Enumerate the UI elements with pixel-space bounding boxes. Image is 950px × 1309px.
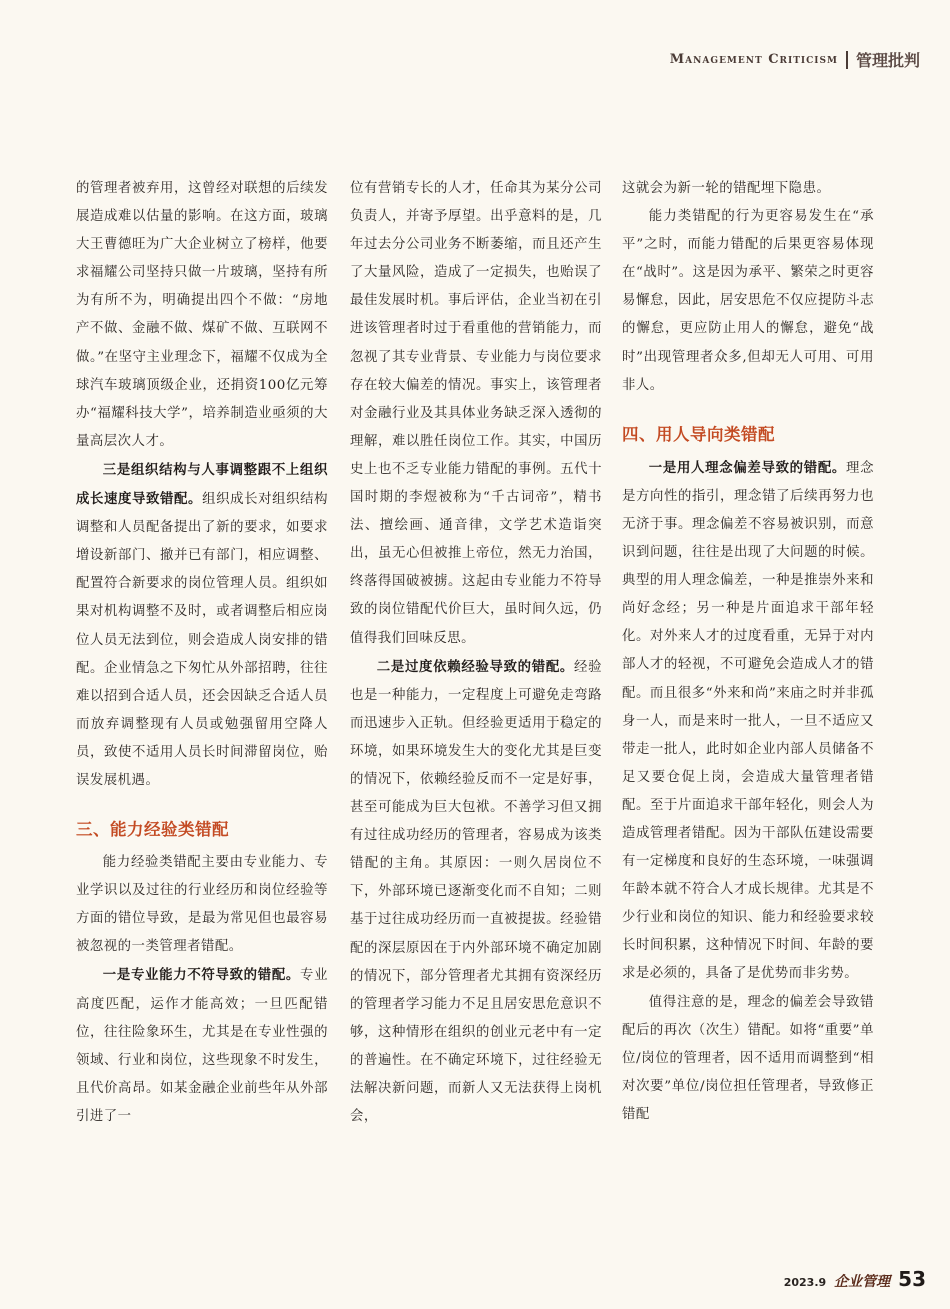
text-column-2 [350, 175, 602, 1131]
paragraph [76, 456, 328, 795]
issue-date: 2023.9 [783, 1276, 827, 1289]
paragraph-body: 专业高度匹配，运作才能高效；一旦匹配错位，往往险象环生，尤其是在专业性强的领域、行业和岗位，这些现象不时发生，且代价高昂。如某金融企业前些年从外部引进了一 [76, 968, 329, 1124]
paragraph: 这就会为新一轮的错配埋下隐患。 [622, 181, 831, 196]
column-title-chinese: 管理批判 [855, 51, 920, 70]
paragraph [622, 454, 874, 989]
paragraph [350, 653, 602, 1132]
paragraph-lead: 一是用人理念偏差导致的错配。 [648, 459, 847, 476]
section-heading-3: 三、能力经验类错配 [76, 820, 229, 840]
paragraph-body: 理念是方向性的指引，理念错了后续再努力也无济于事。理念偏差不容易被识别，而意识到问题，往往是出现了大问题的时候。典型的用人理念偏差，一种是推崇外来和尚好念经；另一种是片面追求干部年轻化。对外来人才的过度看重，无异于对内部人才的轻视，不可避免会造成人才的错配。而且很多“外来和尚”来庙之时并非孤身一人，而是来时一批人，一旦不适应又带走一批人，此时如企业内部人员储备不足又要仓促上岗，会造成大量管理者错配。至于片面追求干部年轻化，则会人为造成管理者错配。因为干部队伍建设需要有一定梯度和良好的生态环境，一味强调年龄本就不符合人才成长规律。尤其是不少行业和岗位的知识、能力和经验要求较长时间积累，这种情况下时间、年龄的要求是必须的，具备了是优势而非劣势。 [622, 460, 875, 982]
column-title [670, 48, 920, 71]
page-number: 53 [898, 1267, 926, 1291]
column-title-english: Management Criticism [669, 52, 838, 67]
paragraph-lead: 三是组织结构与人事调整跟不上组织成长速度导致错配。 [76, 461, 328, 508]
paragraph: 能力经验类错配主要由专业能力、专业学识以及过往的行业经历和岗位经验等方面的错位导致，是最为常见但也最容易被忽视的一类管理者错配。 [76, 855, 328, 955]
text-column-3 [622, 175, 874, 1129]
page-header [0, 44, 950, 74]
page-footer [784, 1267, 926, 1291]
paragraph-lead: 二是过度依赖经验导致的错配。 [376, 658, 575, 675]
header-divider [846, 51, 848, 69]
paragraph [76, 961, 328, 1131]
paragraph: 能力类错配的行为更容易发生在“承平”之时，而能力错配的后果更容易体现在“战时”。这是因为承平、繁荣之时更容易懈怠，因此，居安思危不仅应提防斗志的懈怠，更应防止用人的懈怠，避免“战时”出现管理者众多,但却无人可用、可用非人。 [622, 209, 874, 393]
text-column-1 [76, 175, 328, 1131]
paragraph-lead: 一是专业能力不符导致的错配。 [102, 967, 301, 984]
section-heading-4: 四、用人导向类错配 [622, 424, 775, 444]
paragraph: 位有营销专长的人才，任命其为某分公司负责人，并寄予厚望。出乎意料的是，几年过去分公司业务不断萎缩，而且还产生了大量风险，造成了一定损失，也贻误了最佳发展时机。事后评估，企业当初在引进该管理者时过于看重他的营销能力，而忽视了其专业背景、专业能力与岗位要求存在较大偏差的情况。事实上，该管理者对金融行业及其具体业务缺乏深入透彻的理解，难以胜任岗位工作。其实，中国历史上也不乏专业能力错配的事例。五代十国时期的李煜被称为“千古词帝”，精书法、擅绘画、通音律，文学艺术造诣突出，虽无心但被推上帝位，然无力治国，终落得国破被掳。这起由专业能力不符导致的岗位错配代价巨大，虽时间久远，仍值得我们回味反思。 [350, 181, 602, 646]
magazine-name: 企业管理 [834, 1274, 891, 1290]
paragraph: 的管理者被弃用，这曾经对联想的后续发展造成难以估量的影响。在这方面，玻璃大王曹德旺为广大企业树立了榜样，他要求福耀公司坚持只做一片玻璃，坚持有所为有所不为，明确提出四个不做：“房地产不做、金融不做、煤矿不做、互联网不做。”在坚守主业理念下，福耀不仅成为全球汽车玻璃顶级企业，还捐资100亿元筹办“福耀科技大学”，培养制造业亟须的大量高层次人才。 [76, 181, 328, 449]
paragraph-body: 组织成长对组织结构调整和人员配备提出了新的要求，如要求增设新部门、撤并已有部门，相应调整、配置符合新要求的岗位管理人员。组织如果对机构调整不及时，或者调整后相应岗位人员无法到位，则会造成人岗安排的错配。企业情急之下匆忙从外部招聘，往往难以招到合适人员，还会因缺乏合适人员而放弃调整现有人员或勉强留用空降人员，致使不适用人员长时间滞留岗位，贻误发展机遇。 [76, 492, 329, 788]
paragraph: 值得注意的是，理念的偏差会导致错配后的再次（次生）错配。如将“重要”单位/岗位的管理者，因不适用而调整到“相对次要”单位/岗位担任管理者，导致修正错配 [622, 994, 874, 1122]
paragraph-body: 经验也是一种能力，一定程度上可避免走弯路而迅速步入正轨。但经验更适用于稳定的环境，如果环境发生大的变化尤其是巨变的情况下，依赖经验反而不一定是好事，甚至可能成为巨大包袱。不善学习但又拥有过往成功经历的管理者，容易成为该类错配的主角。其原因：一则久居岗位不下，外部环境已逐渐变化而不自知；二则基于过往成功经历而一直被提拔。经验错配的深层原因在于内外部环境不确定加剧的情况下，部分管理者尤其拥有资深经历的管理者学习能力不足且居安思危意识不够，这种情形在组织的创业元老中有一定的普遍性。在不确定环境下，过往经验无法解决新问题，而新人又无法获得上岗机会， [350, 659, 603, 1125]
